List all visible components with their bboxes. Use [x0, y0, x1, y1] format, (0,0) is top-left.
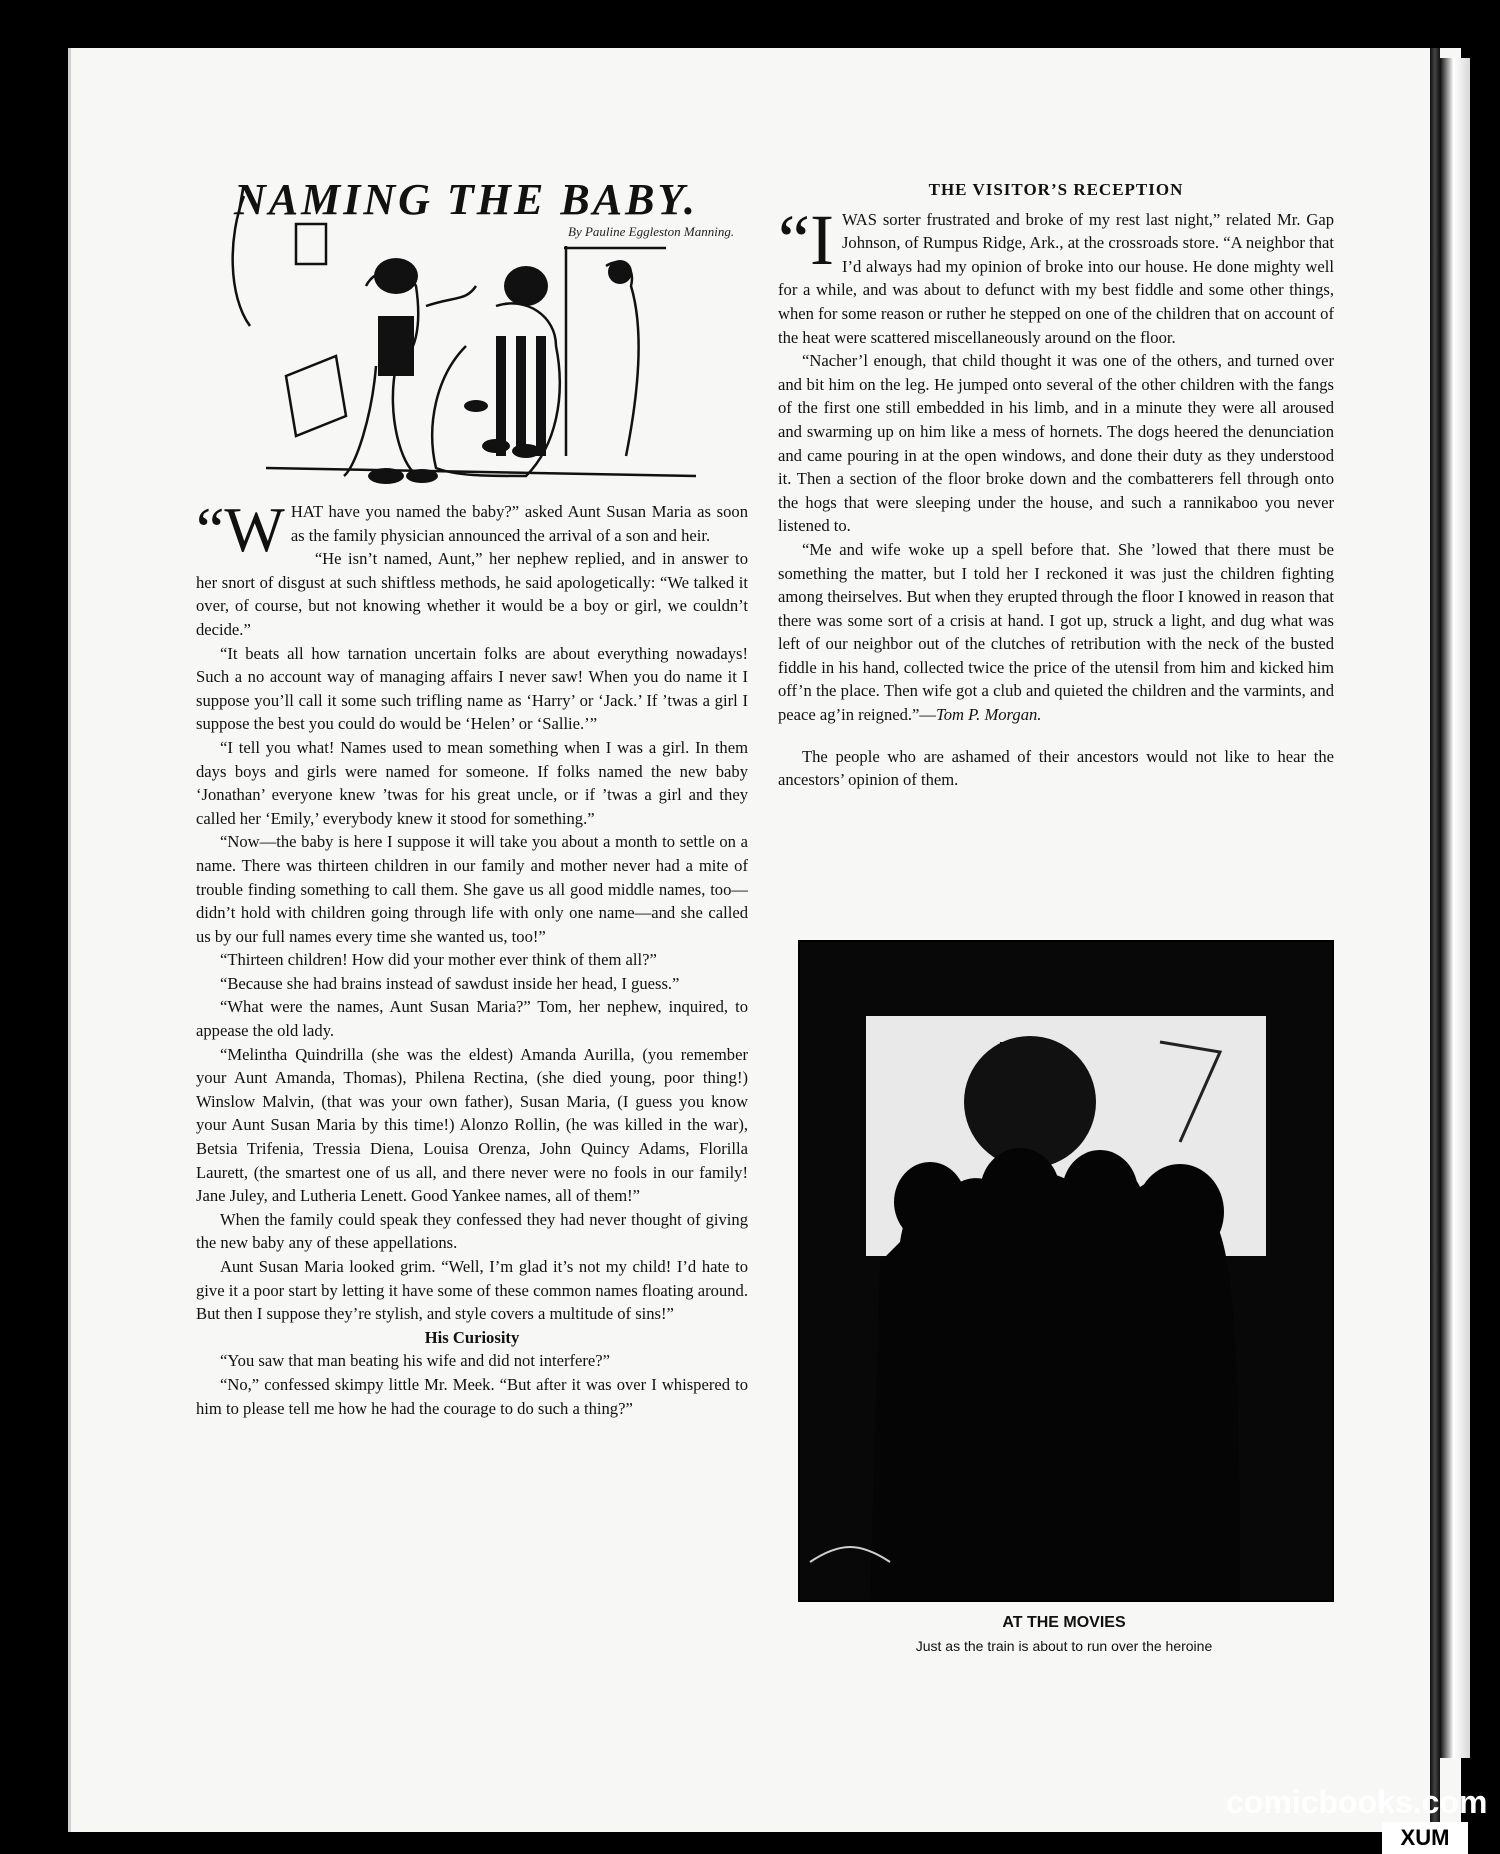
photo-caption-title: AT THE MOVIES: [1002, 1614, 1126, 1631]
naming-paragraph-8: “What were the names, Aunt Susan Maria?” Tom, her nephew, inquired, to appease the old lady.: [196, 997, 748, 1041]
visitor-signature: Tom P. Morgan.: [936, 705, 1042, 725]
cartoon-title: NAMING THE BABY.: [234, 175, 699, 224]
photo-caption: Just as the train is about to run over the heroine: [915, 1638, 1213, 1654]
naming-paragraph-9: “Melintha Quindrilla (she was the eldest) Amanda Aurilla, (you remember your Aunt Amanda, Thomas), Philena Rectina, (she died young, poor thing!) Winslow Malvin, (that was your own father), Susan Maria, (I guess you know your Aunt Susan Maria by this time!) Alonzo Rollin, (he was killed in the war), Betsia Trifenia, Tressia Diena, Louisa Orenza, John Quincy Adams, Florilla Laurett, (the smartest one of us all, and there never were no fools in our family! Jane Juley, and Lutheria Lenett. Good Yankee names, all of them!”: [196, 1044, 748, 1206]
curiosity-paragraph-1: “You saw that man beating his wife and did not interfere?”: [220, 1351, 611, 1371]
page-gutter: [1430, 48, 1440, 1832]
visitor-title: THE VISITOR’S RECEPTION: [928, 180, 1184, 199]
visitor-paragraph-1: [778, 199, 1334, 350]
naming-paragraph-1-text: HAT have you named the baby?” asked Aunt Susan Maria as soon as the family physician announced the arrival of a son and heir.: [290, 502, 748, 545]
visitor-paragraph-3-text: “Me and wife woke up a spell before that. She ’lowed that there must be something the matter, but I told her I reckoned it was just the children fighting among theirselves. But when they erupted through the floor I knowed in reason that there was some sort of a crisis at hand. I got up, struck a light, and dug what was left of our neighbor out of the clutches of retribution with the neck of the busted fiddle in his hand, collected twice the price of the utensil from him and kicked him off’n the place. Then wife got a club and quieted the children and the varmints, and peace ag’in reigned.”—: [778, 539, 1334, 725]
visitor-paragraph-1-text: WAS sorter frustrated and broke of my rest last night,” related Mr. Gap Johnson, of Rumpus Ridge, Ark., at the crossroads store. “A neighbor that I’d always had my opinion of broke into our house. He done mighty well for a while, and was about to defunct with my best fiddle and some other things, when for some reason or ruther he stepped on one of the children that on account of the heat were scattered miscellaneously around on the floor.: [778, 209, 1334, 347]
naming-paragraph-10: When the family could speak they confessed they had never thought of giving the new baby any of these appellations.: [196, 1209, 748, 1253]
visitor-paragraph-2: “Nacher’l enough, that child thought it was one of the others, and turned over and bit him on the leg. He jumped onto several of the other children with the fangs of the first one still embedded in his limb, and in a minute they were all aroused and swarming up on him like a mess of hornets. The dogs heered the denunciation and came pouring in at the open windows, and done their duty as they understood it. Then a section of the floor broke down and the combatterers fell through onto the hogs that were sleeping under the house, and such a rannikaboo you never listened to.: [778, 351, 1334, 536]
right-column: [778, 178, 1334, 792]
movie-theater-silhouette: [800, 942, 1332, 1600]
ancestors-paragraph: The people who are ashamed of their ancestors would not like to hear the ancestors’ opinion of them.: [778, 746, 1334, 790]
watermark-badge: XUM: [1382, 1822, 1468, 1854]
naming-paragraph-5: “Now—the baby is here I suppose it will take you about a month to settle on a name. There was thirteen children in our family and mother never had a mite of trouble finding something to call them. She gave us all good middle names, too—didn’t hold with children going through life with only one name—and she called us by our full names every time she wanted us, too!”: [196, 832, 748, 946]
curiosity-title: His Curiosity: [424, 1327, 520, 1347]
visitor-open-quote: “: [778, 199, 810, 280]
visitor-paragraph-3: [778, 538, 1334, 727]
next-page-edge: [1440, 58, 1470, 1758]
movie-theater-photo: [798, 940, 1334, 1602]
curiosity-paragraph-2: “No,” confessed skimpy little Mr. Meek. “But after it was over I whispered to him to please tell me how he had the courage to do such a thing?”: [196, 1374, 748, 1418]
naming-paragraph-7: “Because she had brains instead of sawdust inside her head, I guess.”: [220, 973, 680, 993]
naming-paragraph-11: Aunt Susan Maria looked grim. “Well, I’m glad it’s not my child! I’d hate to give it a poor start by letting it have some of these common names floating around. But then I suppose they’re stylish, and style covers a multitude of sins!”: [196, 1257, 748, 1324]
visitor-dropcap-letter: I: [809, 199, 834, 280]
naming-paragraph-2: “He isn’t named, Aunt,” her nephew replied, and in answer to her snort of disgust at such shiftless methods, he said apologetically: “We talked it over, of course, but not knowing whether it would be a boy or girl, we couldn’t decide.”: [196, 549, 748, 639]
column-spacer: [778, 727, 1334, 745]
naming-paragraph-1: [196, 494, 748, 565]
naming-paragraph-6: “Thirteen children! How did your mother ever think of them all?”: [220, 950, 657, 970]
visitor-dropcap: [778, 199, 834, 280]
naming-dropcap: [196, 494, 285, 565]
left-column: [196, 494, 748, 1420]
naming-paragraph-3: “It beats all how tarnation uncertain folks are about everything nowadays! Such a no account way of managing affairs I never saw! When you do name it I suppose you’ll call it some such trifling name as ‘Harry’ or ‘Jack.’ If ’twas a girl I suppose the best you could do would be ‘Helen’ or ‘Sallie.’”: [196, 643, 748, 734]
cartoon-byline: By Pauline Eggleston Manning.: [568, 224, 735, 239]
naming-dropcap-letter: W: [224, 494, 285, 565]
naming-paragraph-4: “I tell you what! Names used to mean something when I was a girl. In them days boys and girls were named for someone. If folks named the new baby ‘Jonathan’ everyone knew ’twas for his great uncle, or if ’twas a girl and they called her ‘Emily,’ everybody knew it stood for something.”: [196, 737, 748, 828]
naming-open-quote: “: [196, 494, 225, 565]
site-watermark: comicbooks.com: [1226, 1784, 1488, 1820]
